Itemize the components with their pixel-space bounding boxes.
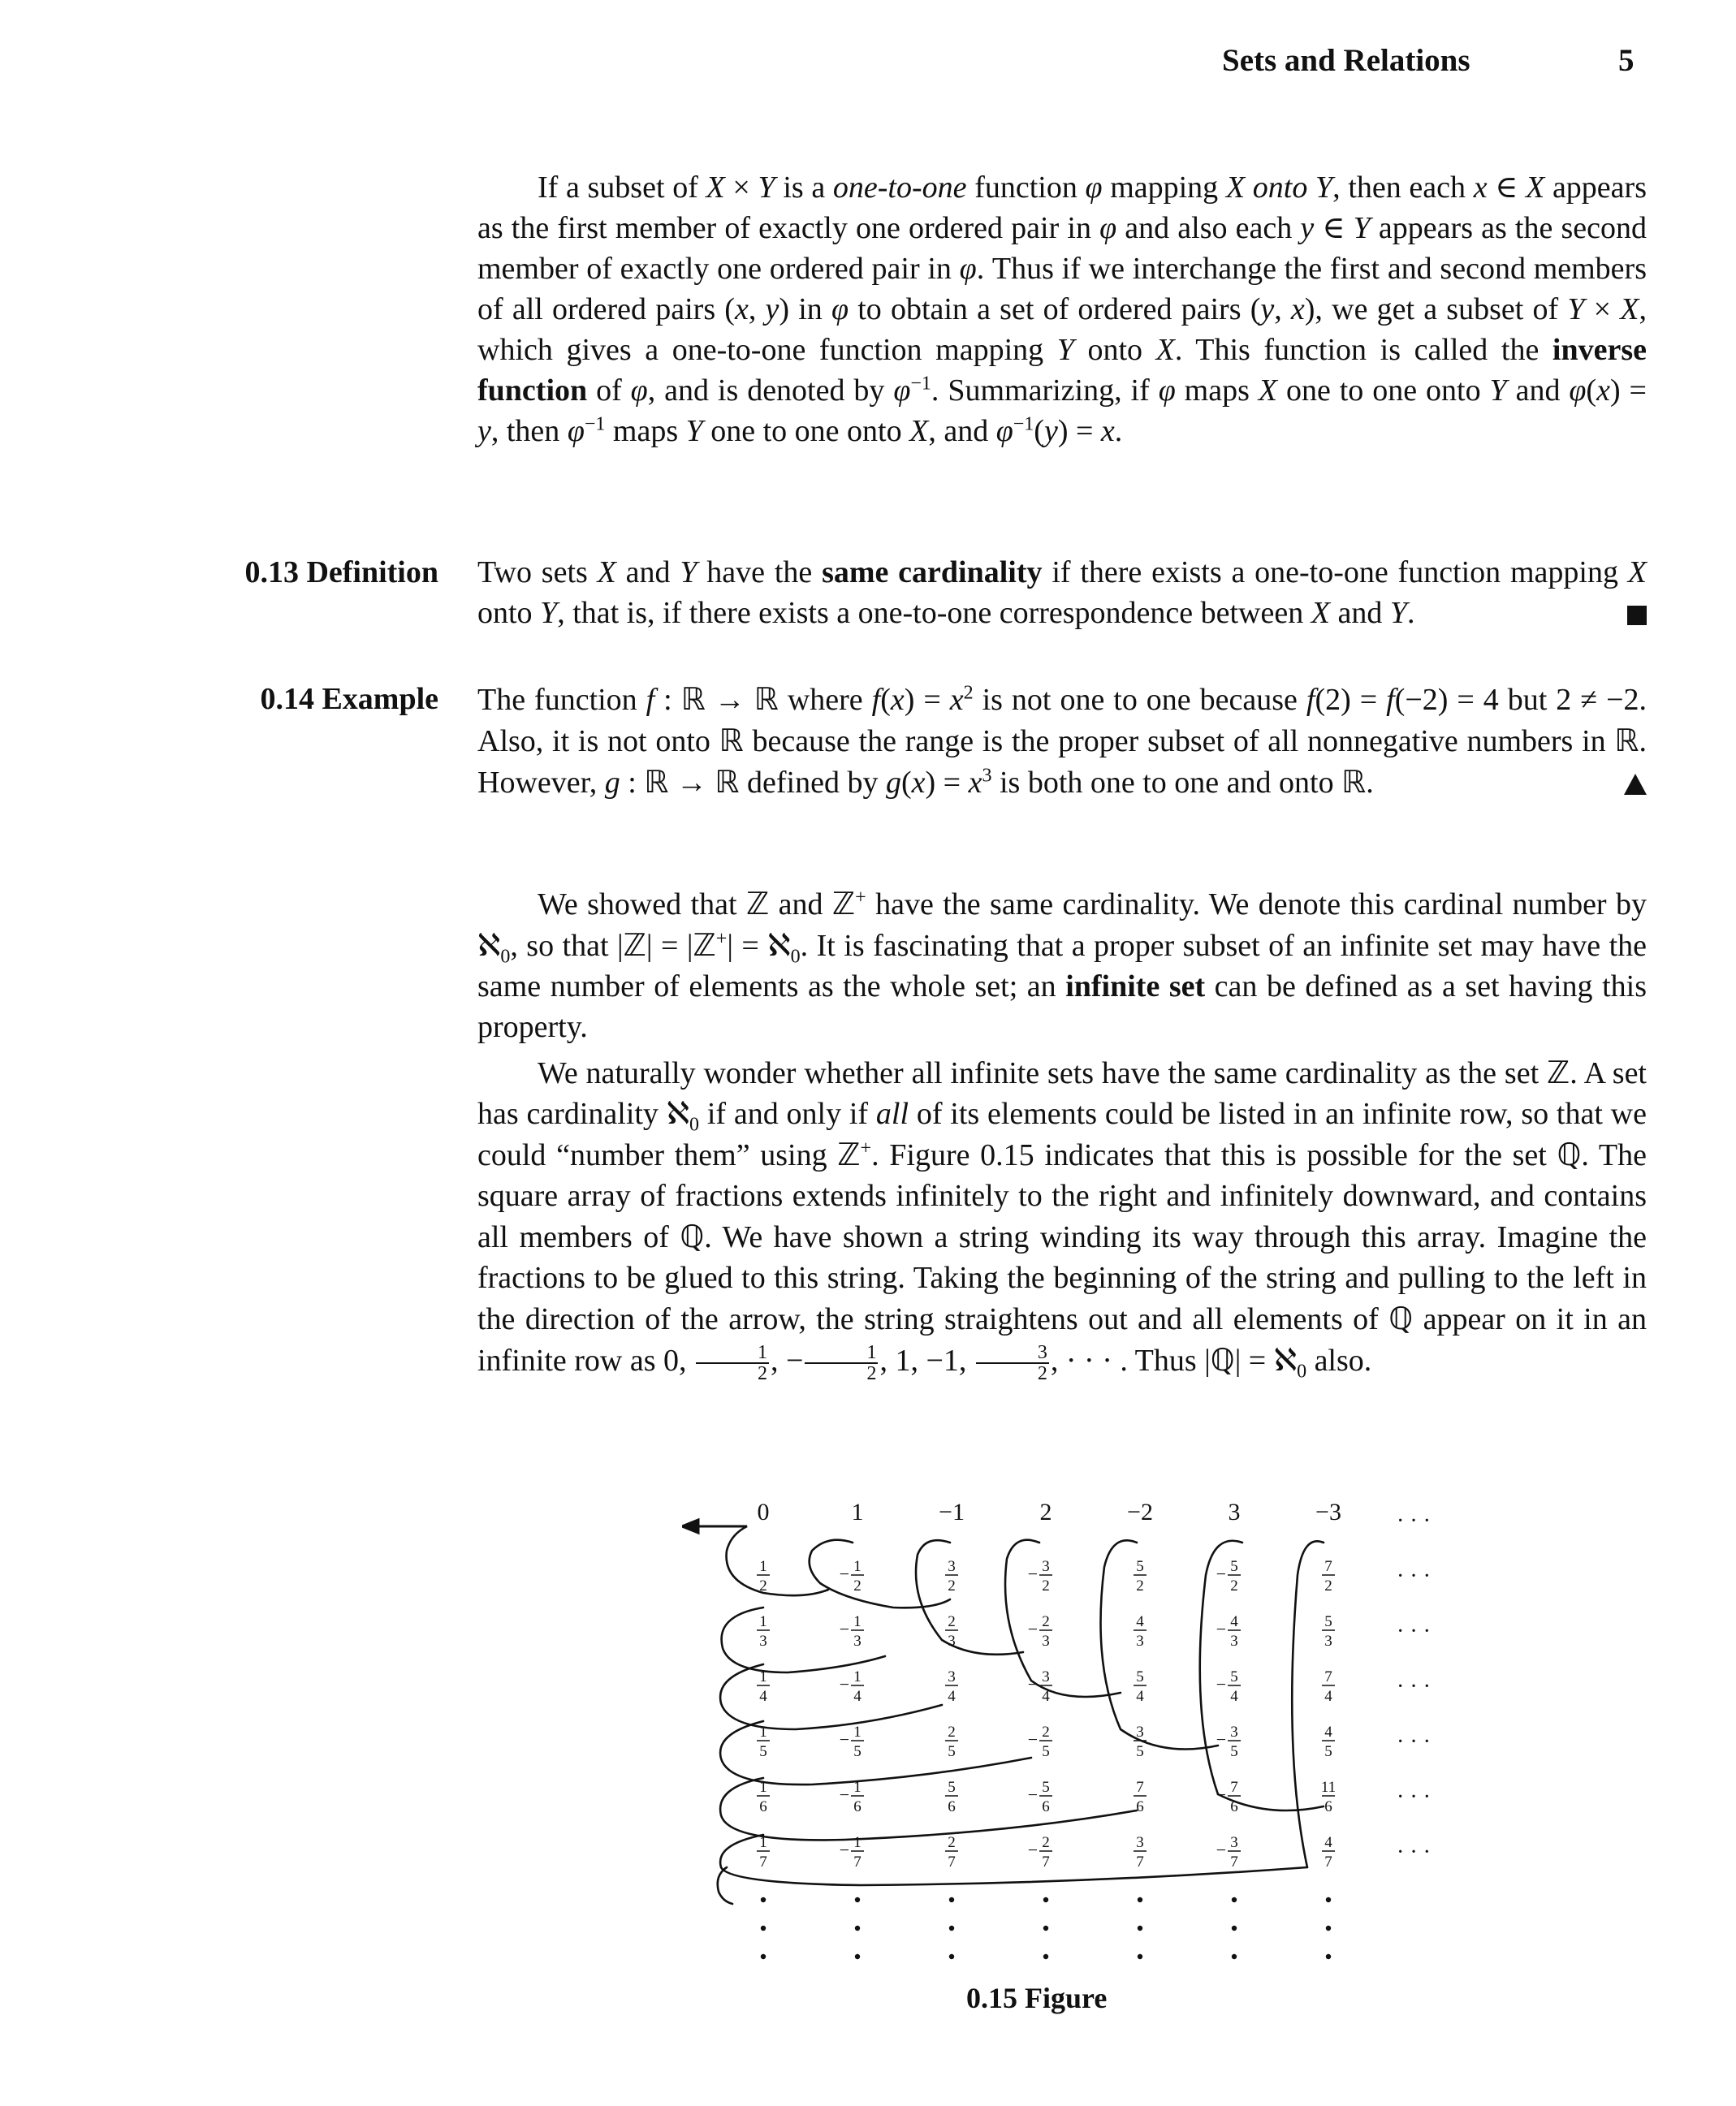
- figure-winding-string: [720, 1778, 1137, 1840]
- figure-fraction-cell: [945, 1724, 958, 1760]
- svg-text:3: 3: [1136, 1834, 1144, 1851]
- svg-text:3: 3: [1042, 1668, 1050, 1685]
- figure-continuation-dot: [761, 1926, 766, 1931]
- figure-winding-string: [720, 1664, 942, 1729]
- figure-fraction-cell: [757, 1668, 770, 1705]
- end-of-definition-icon: [1627, 606, 1647, 625]
- svg-text:−: −: [1027, 1619, 1039, 1639]
- svg-text:5: 5: [1136, 1558, 1144, 1575]
- figure-fraction-cell: [757, 1724, 770, 1760]
- svg-text:2: 2: [1042, 1724, 1050, 1741]
- definition-label: 0.13 Definition: [244, 555, 438, 589]
- svg-text:5: 5: [1324, 1613, 1332, 1630]
- figure-continuation-dot: [1326, 1954, 1331, 1959]
- svg-text:−: −: [1027, 1784, 1039, 1805]
- svg-text:2: 2: [1230, 1577, 1238, 1595]
- figure-fraction-cell: [1322, 1834, 1335, 1871]
- svg-text:5: 5: [759, 1743, 767, 1760]
- figure-fraction-cell: [1216, 1668, 1241, 1705]
- svg-text:2: 2: [1136, 1577, 1144, 1595]
- svg-text:−: −: [1027, 1840, 1039, 1860]
- figure-ellipsis: · · ·: [1397, 1729, 1431, 1754]
- figure-ellipsis: · · ·: [1397, 1508, 1431, 1534]
- example-label: 0.14 Example: [260, 682, 438, 716]
- svg-text:2: 2: [759, 1577, 767, 1595]
- svg-text:5: 5: [1230, 1743, 1238, 1760]
- svg-text:4: 4: [1324, 1724, 1332, 1741]
- svg-text:−: −: [1216, 1729, 1227, 1750]
- figure-fraction-cell: [1028, 1724, 1052, 1760]
- figure-fraction-cell: [840, 1613, 864, 1650]
- figure-fraction-cell: [945, 1558, 958, 1595]
- figure-continuation-dot: [1138, 1954, 1142, 1959]
- svg-text:4: 4: [759, 1688, 767, 1705]
- svg-text:5: 5: [1230, 1668, 1238, 1685]
- figure-ellipsis: · · ·: [1397, 1784, 1431, 1810]
- svg-text:−: −: [839, 1619, 850, 1639]
- figure-continuation-dot: [1138, 1926, 1142, 1931]
- svg-text:−: −: [839, 1729, 850, 1750]
- svg-text:6: 6: [1324, 1798, 1332, 1815]
- figure-fraction-cell: [1322, 1558, 1335, 1595]
- svg-text:3: 3: [1042, 1558, 1050, 1575]
- figure-arrowhead-icon: [682, 1520, 698, 1533]
- figure-continuation-dot: [1138, 1897, 1142, 1902]
- svg-text:6: 6: [948, 1798, 956, 1815]
- svg-text:3: 3: [1230, 1633, 1238, 1650]
- svg-text:−: −: [1216, 1564, 1227, 1584]
- svg-text:1: 1: [759, 1834, 767, 1851]
- svg-text:2: 2: [948, 1577, 956, 1595]
- svg-text:4: 4: [1324, 1688, 1332, 1705]
- figure-ellipsis: · · ·: [1397, 1674, 1431, 1699]
- svg-text:−: −: [1216, 1674, 1227, 1694]
- svg-text:1: 1: [759, 1558, 767, 1575]
- figure-continuation-dot: [855, 1954, 860, 1959]
- svg-text:3: 3: [759, 1633, 767, 1650]
- svg-text:2: 2: [1042, 1834, 1050, 1851]
- figure-integer-label: −1: [939, 1499, 965, 1526]
- figure-integer-label: 2: [1039, 1499, 1052, 1526]
- svg-text:4: 4: [1136, 1613, 1144, 1630]
- svg-text:4: 4: [1230, 1613, 1238, 1630]
- svg-text:1: 1: [853, 1834, 862, 1851]
- svg-text:1: 1: [853, 1779, 862, 1796]
- svg-text:−: −: [1027, 1564, 1039, 1584]
- figure-continuation-dot: [1232, 1926, 1237, 1931]
- svg-text:4: 4: [1324, 1834, 1332, 1851]
- paragraph-inverse-function: If a subset of X × Y is a one-to-one function φ mapping X onto Y, then each x ∈ X appears as the first member of exactly one ordered pair in φ and also each y ∈ Y appears as the second member of exactly one ordered pair in φ. Thus if we interchange the first and second members of all ordered pairs (x, y) in φ to obtain a set of ordered pairs (y, x), we get a subset of Y × X, which gives a one-to-one function mapping Y onto X. This function is called the inverse function of φ, and is denoted by $\varphi^{-1}$. Summarizing, if φ maps X one to one onto Y and φ(x) = y, then $\varphi^{-1}$ maps Y one to one onto X, and $\varphi^{-1}(y) = x$.: [477, 170, 1647, 448]
- figure-fraction-cell: [1321, 1779, 1336, 1815]
- svg-text:7: 7: [1230, 1779, 1238, 1796]
- svg-text:−: −: [839, 1840, 850, 1860]
- svg-text:5: 5: [1324, 1743, 1332, 1760]
- figure-fraction-cell: [840, 1779, 864, 1815]
- figure-fraction-cell: [1028, 1558, 1052, 1595]
- figure-fraction-cell: [945, 1834, 958, 1871]
- figure-continuation-dot: [949, 1954, 954, 1959]
- figure-integer-label: −2: [1127, 1499, 1153, 1526]
- figure-fraction-cell: [757, 1834, 770, 1871]
- figure-continuation-dot: [761, 1954, 766, 1959]
- svg-text:7: 7: [1230, 1854, 1238, 1871]
- figure-ellipsis: · · ·: [1397, 1619, 1431, 1644]
- svg-text:−: −: [1027, 1674, 1039, 1694]
- svg-text:7: 7: [1136, 1854, 1144, 1871]
- svg-text:7: 7: [759, 1854, 767, 1871]
- svg-text:7: 7: [1324, 1854, 1332, 1871]
- svg-text:3: 3: [1230, 1724, 1238, 1741]
- svg-text:6: 6: [1136, 1798, 1144, 1815]
- example-functions: The function f : ℝ → ℝ where $f(x) = x^2$ is not one to one because f(2) = f(−2) = 4 but 2 ≠ −2. Also, it is not onto ℝ because the range is the proper subset of all nonnegative numbers in ℝ. However, g : ℝ → ℝ defined by $g(x) = x^3$ is both one to one and onto ℝ.: [477, 681, 1647, 800]
- figure-caption: 0.15 Figure: [966, 1982, 1108, 2014]
- figure-winding-string: [1005, 1540, 1121, 1697]
- svg-text:6: 6: [1230, 1798, 1238, 1815]
- figure-fraction-cell: [1134, 1558, 1147, 1595]
- figure-fraction-cell: [1134, 1613, 1147, 1650]
- svg-text:1: 1: [759, 1724, 767, 1741]
- figure-continuation-dot: [1326, 1897, 1331, 1902]
- figure-fraction-cell: [1322, 1724, 1335, 1760]
- svg-text:2: 2: [948, 1613, 956, 1630]
- svg-text:−: −: [1216, 1619, 1227, 1639]
- figure-continuation-dot: [761, 1897, 766, 1902]
- figure-continuation-dot: [1232, 1954, 1237, 1959]
- svg-text:5: 5: [948, 1743, 956, 1760]
- figure-fraction-cell: [945, 1668, 958, 1705]
- figure-fraction-cell: [757, 1558, 770, 1595]
- svg-text:1: 1: [853, 1613, 862, 1630]
- figure-fraction-cell: [1134, 1668, 1147, 1705]
- figure-continuation-dot: [855, 1926, 860, 1931]
- svg-text:7: 7: [1136, 1779, 1144, 1796]
- figure-continuation-dot: [1326, 1926, 1331, 1931]
- rationals-array-figure: [682, 1486, 1462, 1973]
- svg-text:2: 2: [853, 1577, 862, 1595]
- figure-fraction-cell: [1216, 1779, 1241, 1815]
- svg-text:5: 5: [1042, 1779, 1050, 1796]
- svg-text:7: 7: [948, 1854, 956, 1871]
- figure-fraction-cell: [757, 1779, 770, 1815]
- figure-fraction-cell: [1216, 1558, 1241, 1595]
- svg-text:4: 4: [1230, 1688, 1238, 1705]
- svg-text:4: 4: [948, 1688, 956, 1705]
- svg-text:1: 1: [853, 1724, 862, 1741]
- svg-text:7: 7: [1042, 1854, 1050, 1871]
- definition-same-cardinality: Two sets X and Y have the same cardinality if there exists a one-to-one function mapping X onto Y, that is, if there exists a one-to-one correspondence between X and Y.: [477, 555, 1647, 630]
- figure-continuation-dot: [949, 1926, 954, 1931]
- end-of-example-icon: [1624, 774, 1647, 795]
- figure-fraction-cell: [840, 1724, 864, 1760]
- figure-integer-label: 0: [757, 1499, 770, 1526]
- figure-continuation-dot: [1043, 1897, 1048, 1902]
- running-header-title: Sets and Relations: [1222, 43, 1470, 78]
- figure-fraction-cell: [1216, 1724, 1241, 1760]
- figure-continuation-dot: [949, 1897, 954, 1902]
- figure-integer-label: 3: [1228, 1499, 1241, 1526]
- svg-text:3: 3: [1136, 1724, 1144, 1741]
- figure-winding-string: [810, 1540, 950, 1608]
- page-number: 5: [1618, 43, 1635, 78]
- svg-text:−: −: [839, 1674, 850, 1694]
- figure-fraction-cell: [1134, 1834, 1147, 1871]
- svg-text:7: 7: [853, 1854, 862, 1871]
- svg-text:−: −: [839, 1564, 850, 1584]
- figure-continuation-dot: [1043, 1926, 1048, 1931]
- svg-text:1: 1: [759, 1779, 767, 1796]
- figure-fraction-cell: [1322, 1668, 1335, 1705]
- figure-continuation-dot: [1043, 1954, 1048, 1959]
- svg-text:1: 1: [853, 1668, 862, 1685]
- svg-text:3: 3: [948, 1633, 956, 1650]
- svg-text:3: 3: [853, 1633, 862, 1650]
- svg-text:3: 3: [1042, 1633, 1050, 1650]
- figure-fraction-cell: [1322, 1613, 1335, 1650]
- svg-text:5: 5: [1136, 1743, 1144, 1760]
- figure-continuation-dot: [855, 1897, 860, 1902]
- svg-text:2: 2: [1324, 1577, 1332, 1595]
- svg-text:11: 11: [1320, 1779, 1337, 1796]
- svg-text:2: 2: [1042, 1577, 1050, 1595]
- svg-text:2: 2: [1042, 1613, 1050, 1630]
- svg-text:5: 5: [853, 1743, 862, 1760]
- svg-text:2: 2: [948, 1834, 956, 1851]
- svg-text:7: 7: [1324, 1668, 1332, 1685]
- figure-ellipsis: · · ·: [1397, 1840, 1431, 1865]
- svg-text:1: 1: [759, 1668, 767, 1685]
- figure-fraction-cell: [840, 1668, 864, 1705]
- figure-fraction-cell: [1216, 1834, 1241, 1871]
- figure-fraction-cell: [757, 1613, 770, 1650]
- svg-text:1: 1: [853, 1558, 862, 1575]
- figure-integer-label: −3: [1315, 1499, 1341, 1526]
- figure-fraction-cell: [1134, 1779, 1147, 1815]
- figure-ellipsis: · · ·: [1397, 1564, 1431, 1589]
- svg-text:4: 4: [1042, 1688, 1050, 1705]
- svg-text:5: 5: [1042, 1743, 1050, 1760]
- svg-text:4: 4: [853, 1688, 862, 1705]
- svg-text:−: −: [1216, 1840, 1227, 1860]
- svg-text:3: 3: [1324, 1633, 1332, 1650]
- svg-text:−: −: [1027, 1729, 1039, 1750]
- svg-text:4: 4: [1136, 1688, 1144, 1705]
- figure-fraction-cell: [840, 1558, 864, 1595]
- svg-text:6: 6: [1042, 1798, 1050, 1815]
- svg-text:6: 6: [759, 1798, 767, 1815]
- figure-fraction-cell: [1028, 1613, 1052, 1650]
- figure-integer-label: 1: [851, 1499, 864, 1526]
- figure-fraction-cell: [945, 1613, 958, 1650]
- svg-text:3: 3: [1136, 1633, 1144, 1650]
- svg-text:−: −: [1216, 1784, 1227, 1805]
- figure-fraction-cell: [1028, 1834, 1052, 1871]
- svg-text:3: 3: [1230, 1834, 1238, 1851]
- svg-text:2: 2: [948, 1724, 956, 1741]
- paragraph-aleph-null: We showed that ℤ and ℤ+ have the same cardinality. We denote this cardinal number by ℵ$_0$, so that |ℤ| = |ℤ+| = ℵ$_0$. It is fascinating that a proper subset of an infinite set may have the same number of elements as the whole set; an infinite set can be defined as a set having this property.: [477, 886, 1647, 1044]
- figure-fraction-cell: [1028, 1779, 1052, 1815]
- svg-text:5: 5: [948, 1779, 956, 1796]
- figure-continuation-dot: [1232, 1897, 1237, 1902]
- figure-fraction-cell: [1216, 1613, 1241, 1650]
- svg-text:7: 7: [1324, 1558, 1332, 1575]
- svg-text:5: 5: [1230, 1558, 1238, 1575]
- svg-text:−: −: [839, 1784, 850, 1805]
- svg-text:6: 6: [853, 1798, 862, 1815]
- svg-text:5: 5: [1136, 1668, 1144, 1685]
- paragraph-rationals-countable: We naturally wonder whether all infinite sets have the same cardinality as the set ℤ. A set has cardinality ℵ$_0$ if and only if all of its elements could be listed in an infinite row, so that we could “number them” using ℤ+. Figure 0.15 indicates that this is possible for the set ℚ. The square array of fractions extends infinitely to the right and infinitely downward, and contains all members of ℚ. We have shown a string winding its way through this array. Imagine the fractions to be glued to this string. Taking the beginning of the string and pulling to the left in the direction of the arrow, the string straightens out and all elements of ℚ appear on it in an infinite row as 0, $\frac{1}{2}$ , − $\frac{1}{2}$ , 1, −1, $\frac{3}{2}$ , · · · . Thus |ℚ| = ℵ$_0$ also.: [477, 1055, 1647, 1385]
- svg-text:3: 3: [948, 1668, 956, 1685]
- figure-winding-string: [1292, 1541, 1324, 1867]
- svg-text:3: 3: [948, 1558, 956, 1575]
- figure-fraction-cell: [945, 1779, 958, 1815]
- svg-text:1: 1: [759, 1613, 767, 1630]
